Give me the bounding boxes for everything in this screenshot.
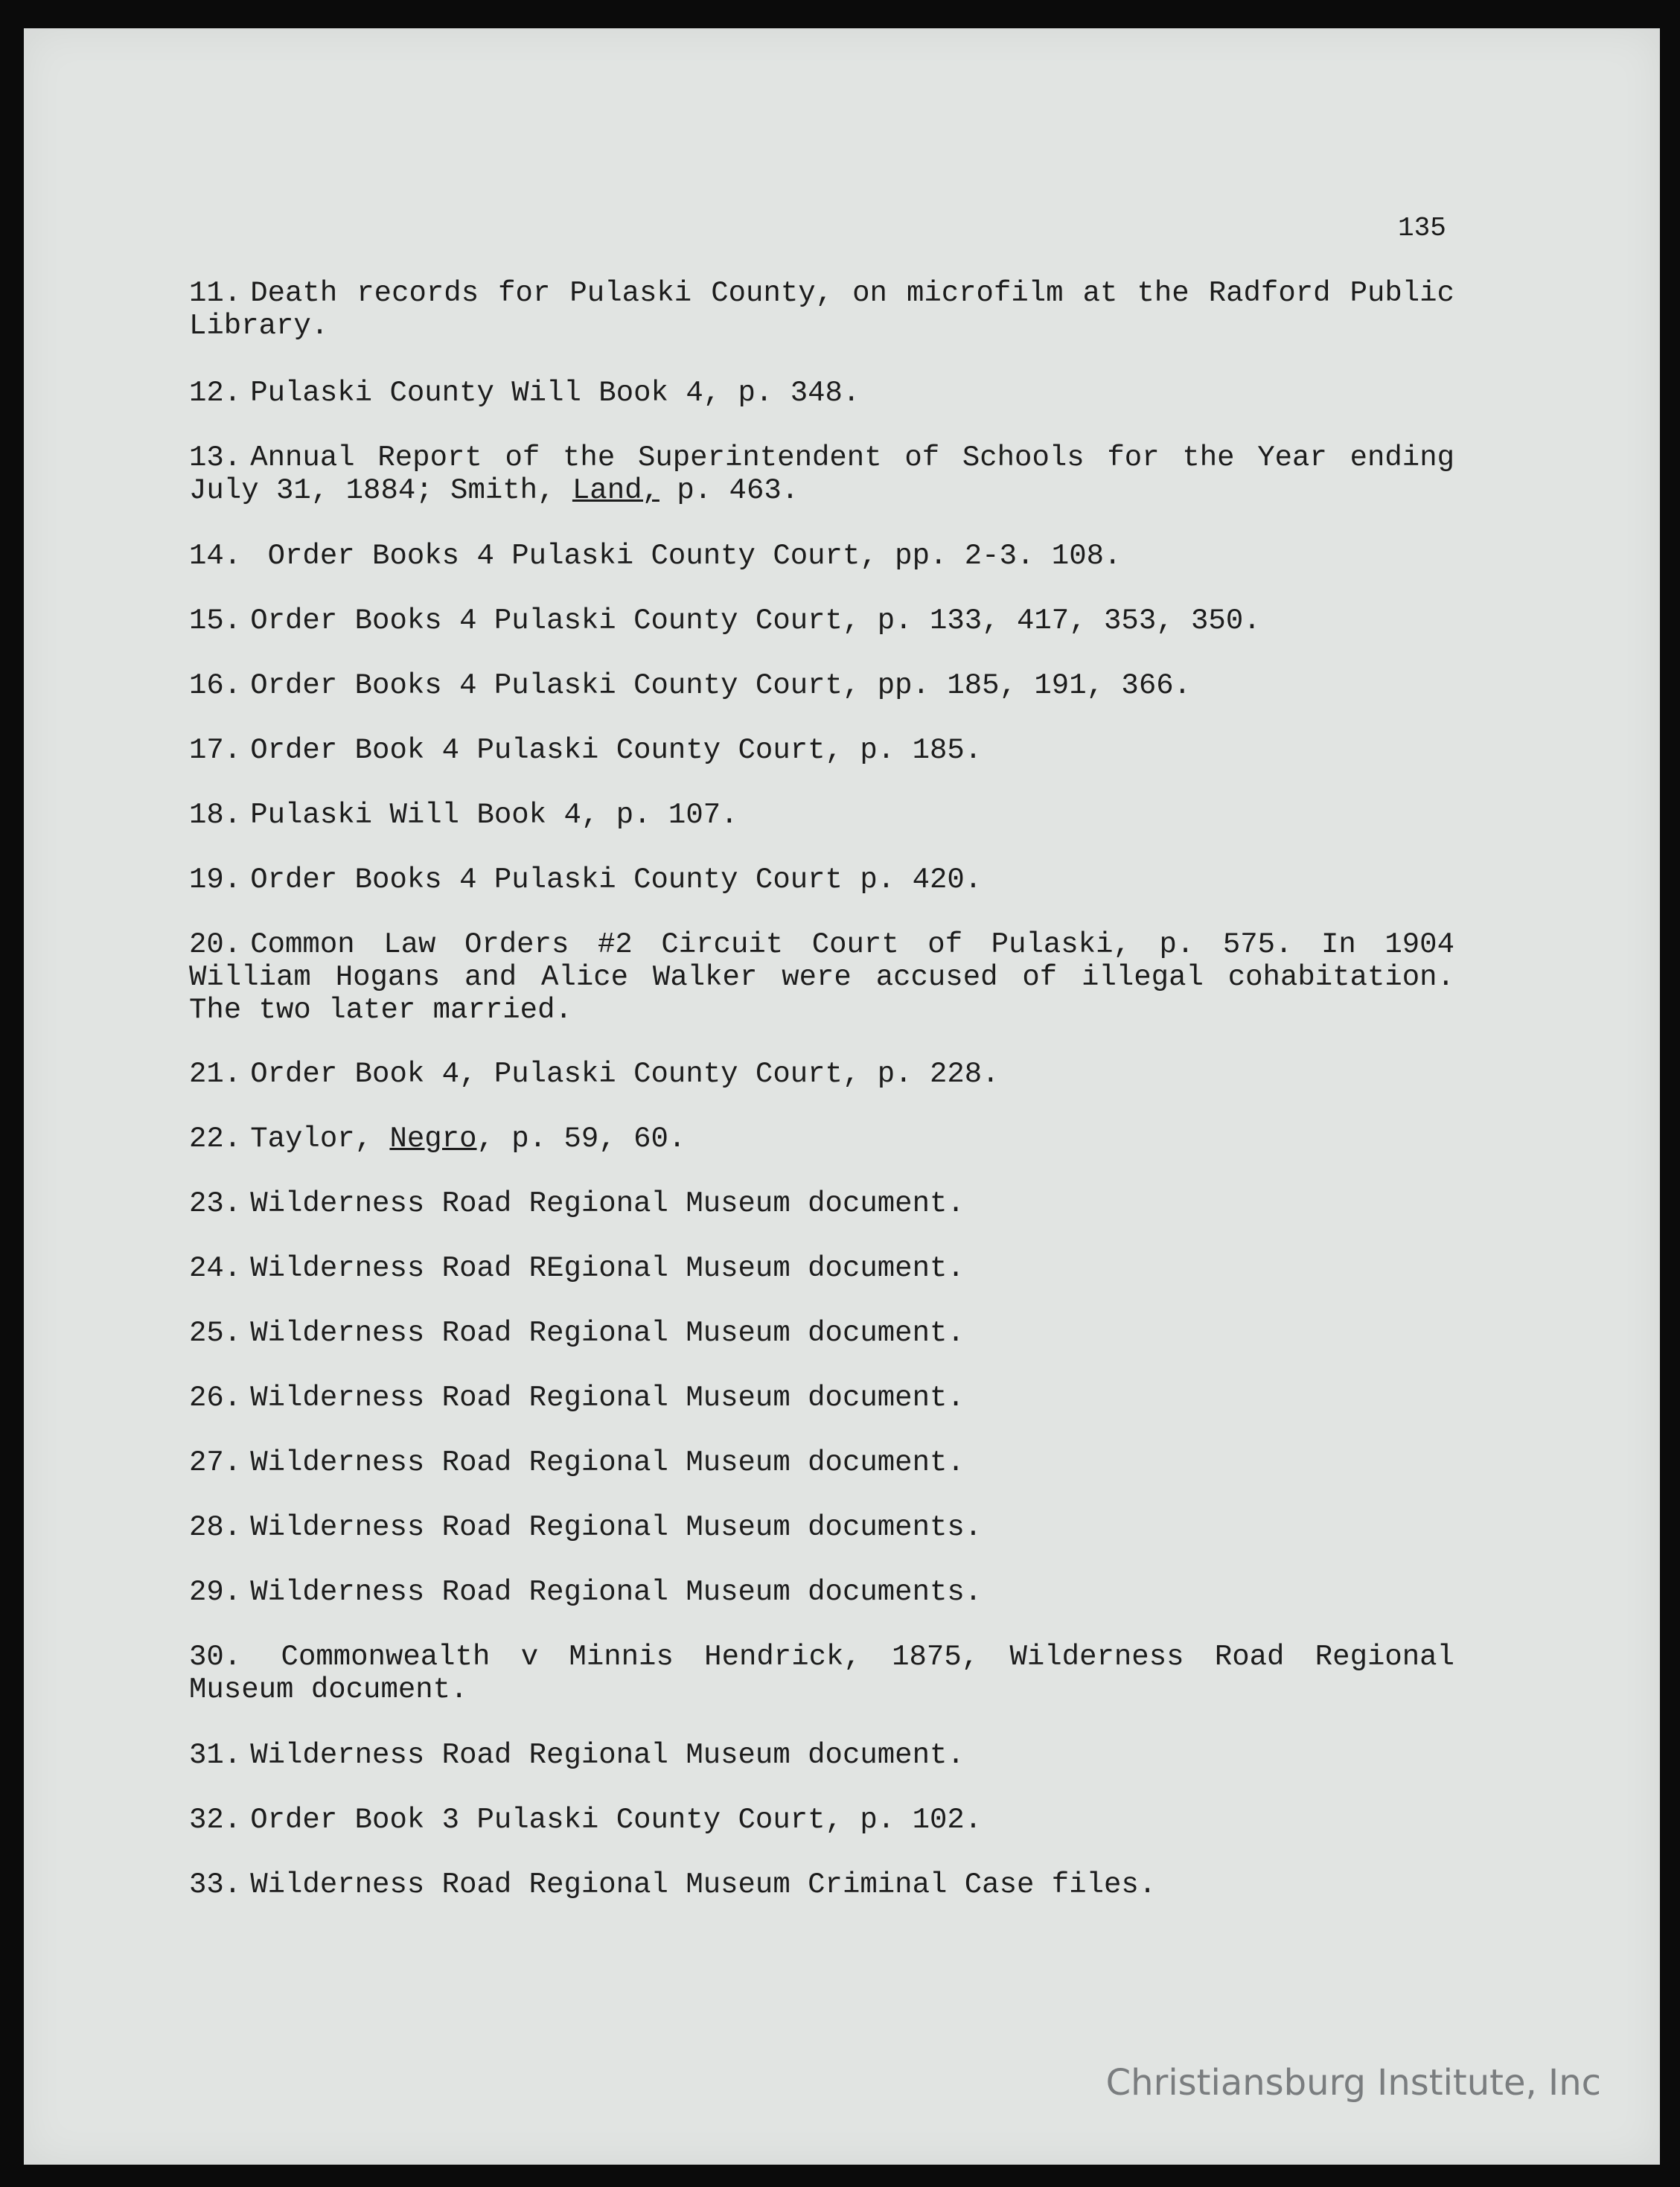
endnote-number: 29. <box>189 1576 242 1609</box>
endnote-25 <box>189 1317 1454 1350</box>
endnote-text: Wilderness Road Regional Museum document. <box>250 1446 965 1479</box>
endnote-text: Order Book 3 Pulaski County Court, p. 102. <box>250 1804 983 1836</box>
endnote-19 <box>189 863 1454 896</box>
endnote-number: 32. <box>189 1804 242 1836</box>
endnote-text: Commonwealth v Minnis Hendrick, 1875, Wilderness Road Regional Museum document. <box>189 1641 1454 1706</box>
endnote-text: Death records for Pulaski County, on microfilm at the Radford Public Library. <box>189 277 1454 342</box>
page-number: 135 <box>1398 213 1446 243</box>
endnote-number: 12. <box>189 377 242 409</box>
endnote-number: 20. <box>189 928 242 961</box>
endnote-17 <box>189 734 1454 767</box>
endnote-text: Order Books 4 Pulaski County Court p. 420. <box>250 863 983 896</box>
endnote-text: , p. 59, 60. <box>476 1123 686 1155</box>
endnote-text: Order Book 4, Pulaski County Court, p. 228. <box>250 1058 1000 1091</box>
endnote-text: Order Books 4 Pulaski County Court, pp. 185, 191, 366. <box>250 669 1192 702</box>
endnote-number: 18. <box>189 799 242 831</box>
endnote-text: Wilderness Road Regional Museum documents. <box>250 1576 983 1609</box>
endnote-number: 22. <box>189 1123 242 1155</box>
endnote-text: Order Books 4 Pulaski County Court, pp. 2-3. 108. <box>250 540 1122 572</box>
endnote-13 <box>189 441 1454 507</box>
endnote-number: 11. <box>189 277 242 310</box>
endnote-30 <box>189 1641 1454 1706</box>
endnote-text: Order Book 4 Pulaski County Court, p. 185. <box>250 734 983 767</box>
endnote-21 <box>189 1058 1454 1091</box>
endnote-text: Wilderness Road Regional Museum document. <box>250 1382 965 1414</box>
endnote-number: 19. <box>189 863 242 896</box>
endnote-number: 27. <box>189 1446 242 1479</box>
endnote-number: 21. <box>189 1058 242 1091</box>
endnote-number: 25. <box>189 1317 242 1350</box>
endnote-11 <box>189 277 1454 342</box>
endnote-text: Annual Report of the Superintendent of Schools for the Year ending July 31, 1884; Smith, <box>189 441 1454 507</box>
endnote-12 <box>189 377 1454 409</box>
endnote-text: Wilderness Road Regional Museum document. <box>250 1739 965 1772</box>
endnote-33 <box>189 1868 1454 1901</box>
endnote-text: Wilderness Road Regional Museum Criminal Case files. <box>250 1868 1157 1901</box>
endnote-text: p. 463. <box>659 474 799 507</box>
endnote-number: 26. <box>189 1382 242 1414</box>
endnote-number: 15. <box>189 604 242 637</box>
endnote-number: 31. <box>189 1739 242 1772</box>
endnote-text: Pulaski Will Book 4, p. 107. <box>250 799 738 831</box>
underlined-title: Negro <box>389 1123 477 1155</box>
endnote-number: 33. <box>189 1868 242 1901</box>
endnote-29 <box>189 1576 1454 1609</box>
endnote-14 <box>189 540 1454 572</box>
endnote-text: Taylor, <box>250 1123 390 1155</box>
endnote-number: 30. <box>189 1641 242 1673</box>
watermark: Christiansburg Institute, Inc <box>1105 2062 1601 2104</box>
endnote-26 <box>189 1382 1454 1414</box>
endnote-number: 14. <box>189 540 242 572</box>
endnote-text: Common Law Orders #2 Circuit Court of Pulaski, p. 575. In 1904 William Hogans and Alice Walker were accused of illegal cohabitation. The two later married. <box>189 928 1454 1027</box>
endnote-number: 17. <box>189 734 242 767</box>
endnote-text: Order Books 4 Pulaski County Court, p. 133, 417, 353, 350. <box>250 604 1261 637</box>
endnote-22 <box>189 1123 1454 1155</box>
document-page <box>24 28 1660 2165</box>
endnote-32 <box>189 1804 1454 1836</box>
endnote-number: 16. <box>189 669 242 702</box>
endnote-16 <box>189 669 1454 702</box>
endnote-text: Wilderness Road Regional Museum document. <box>250 1317 965 1350</box>
endnote-text: Pulaski County Will Book 4, p. 348. <box>250 377 860 409</box>
endnote-27 <box>189 1446 1454 1479</box>
endnote-text: Wilderness Road Regional Museum documents. <box>250 1511 983 1544</box>
endnote-number: 23. <box>189 1187 242 1220</box>
endnote-number: 28. <box>189 1511 242 1544</box>
endnote-number: 24. <box>189 1252 242 1285</box>
underlined-title: Land, <box>572 474 659 507</box>
endnote-24 <box>189 1252 1454 1285</box>
endnote-20 <box>189 928 1454 1027</box>
endnote-23 <box>189 1187 1454 1220</box>
endnote-15 <box>189 604 1454 637</box>
endnote-18 <box>189 799 1454 831</box>
endnote-text: Wilderness Road REgional Museum document. <box>250 1252 965 1285</box>
endnote-number: 13. <box>189 441 242 474</box>
endnote-31 <box>189 1739 1454 1772</box>
endnote-text: Wilderness Road Regional Museum document. <box>250 1187 965 1220</box>
endnote-28 <box>189 1511 1454 1544</box>
